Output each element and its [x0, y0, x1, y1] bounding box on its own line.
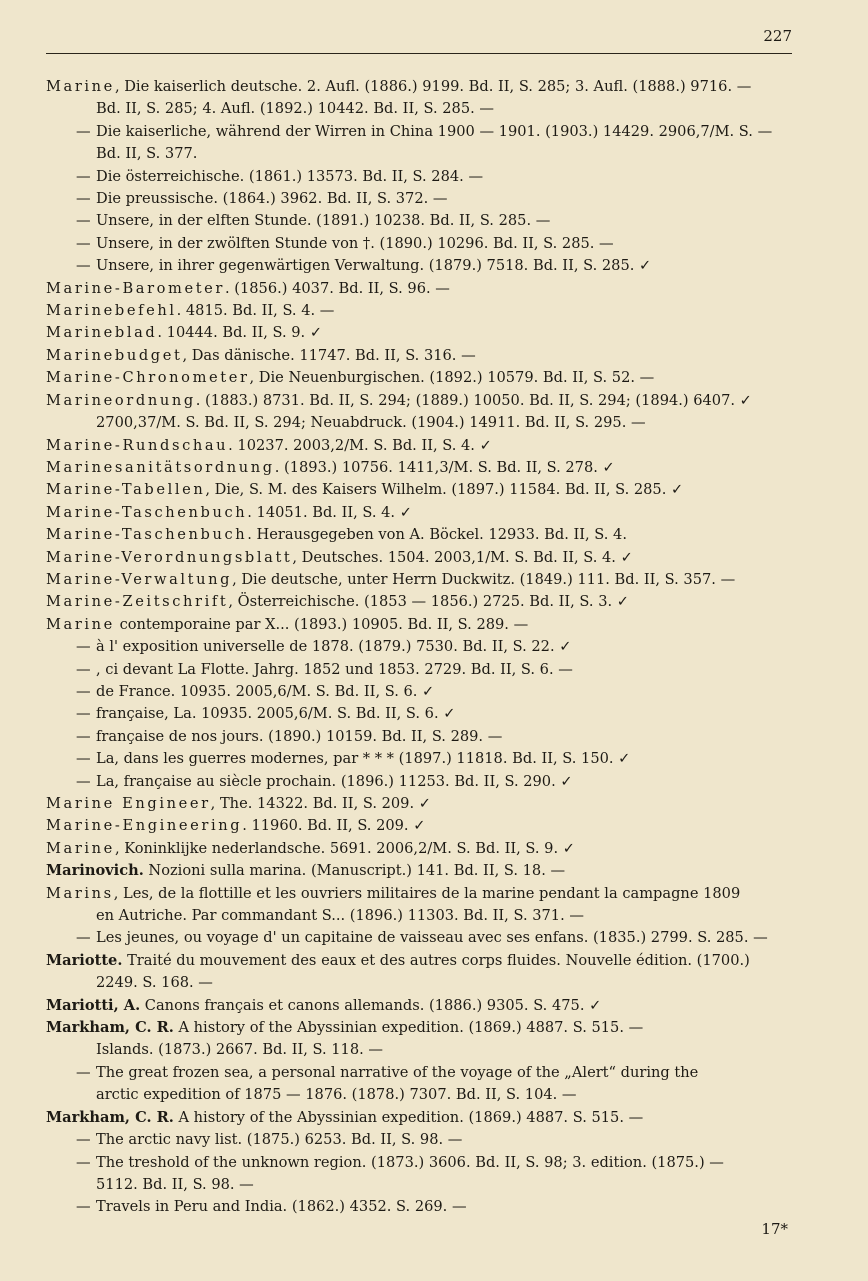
index-entry	[46, 1039, 792, 1061]
repeat-dash: —	[76, 772, 91, 790]
entry-text: française, La. 10935. 2005,6/M. S. Bd. II, S. 6. ✓	[96, 705, 456, 723]
entry-text: . 10237. 2003,2/M. S. Bd. II, S. 4. ✓	[228, 436, 492, 454]
index-entry	[46, 367, 792, 389]
index-entry	[46, 390, 792, 412]
header-rule	[46, 53, 792, 54]
entry-heading: Mariotte.	[46, 951, 123, 969]
index-entry	[46, 726, 792, 748]
index-entry	[46, 457, 792, 479]
entry-text: . 10444. Bd. II, S. 9. ✓	[157, 324, 323, 342]
entry-heading: Marine	[46, 78, 115, 95]
index-entry	[46, 905, 792, 927]
index-entry	[46, 636, 792, 658]
entry-text: , ci devant La Flotte. Jahrg. 1852 und 1853. 2729. Bd. II, S. 6. —	[96, 660, 573, 678]
entry-text: , The. 14322. Bd. II, S. 209. ✓	[210, 795, 431, 812]
entry-text: , Die kaiserlich deutsche. 2. Aufl. (1886.) 9199. Bd. II, S. 285; 3. Aufl. (1888.) 9716. —	[114, 78, 752, 95]
entry-text: en Autriche. Par commandant S... (1896.) 11303. Bd. II, S. 371. —	[96, 907, 584, 925]
repeat-dash: —	[76, 122, 91, 140]
entry-heading: Marineordnung	[46, 391, 196, 409]
repeat-dash: —	[76, 1131, 91, 1149]
index-entry	[46, 815, 792, 837]
entry-text: Les jeunes, ou voyage d' un capitaine de vaisseau avec ses enfans. (1835.) 2799. S. 285. —	[96, 929, 768, 947]
entry-text: , Das dänische. 11747. Bd. II, S. 316. —	[182, 346, 476, 364]
index-entry	[46, 547, 792, 569]
signature-mark: 17*	[761, 1220, 788, 1238]
entry-text: , Die deutsche, unter Herrn Duckwitz. (1849.) 111. Bd. II, S. 357. —	[232, 570, 736, 588]
entry-text: à l' exposition universelle de 1878. (1879.) 7530. Bd. II, S. 22. ✓	[96, 638, 572, 656]
index-entry	[46, 524, 792, 546]
entry-heading: Marineblad	[46, 324, 158, 342]
repeat-dash: —	[76, 1063, 91, 1081]
index-entry	[46, 322, 792, 344]
repeat-dash: —	[76, 750, 91, 768]
repeat-dash: —	[76, 212, 91, 230]
entry-text: , Les, de la flottille et les ouvriers militaires de la marine pendant la campagne 1809	[113, 884, 741, 902]
entry-heading: Marine-Zeitschrift	[46, 593, 229, 611]
entry-text: La, dans les guerres modernes, par * * * (1897.) 11818. Bd. II, S. 150. ✓	[96, 750, 631, 768]
index-entry	[46, 1152, 792, 1174]
page-number: 227	[763, 27, 792, 45]
repeat-dash: —	[76, 1198, 91, 1216]
index-entry	[46, 883, 792, 905]
index-entries	[46, 76, 792, 1219]
index-entry	[46, 1084, 792, 1106]
index-entry	[46, 927, 792, 949]
entry-heading: Marine-Chronometer	[46, 369, 250, 387]
index-entry	[46, 188, 792, 210]
index-entry	[46, 748, 792, 770]
index-entry	[46, 703, 792, 725]
entry-heading: Marine-Taschenbuch	[46, 526, 248, 544]
index-entry	[46, 210, 792, 232]
entry-text: , Deutsches. 1504. 2003,1/M. S. Bd. II, S. 4. ✓	[292, 548, 633, 566]
entry-heading: Marine-Tabellen	[46, 481, 206, 499]
entry-text: Travels in Peru and India. (1862.) 4352. S. 269. —	[96, 1198, 467, 1216]
index-entry	[46, 860, 792, 882]
entry-text: 2700,37/M. S. Bd. II, S. 294; Neuabdruck. (1904.) 14911. Bd. II, S. 295. —	[96, 414, 646, 432]
entry-text: Unsere, in der zwölften Stunde von †. (1890.) 10296. Bd. II, S. 285. —	[96, 234, 614, 252]
entry-text: . (1856.) 4037. Bd. II, S. 96. —	[225, 279, 450, 297]
entry-heading: Marinovich.	[46, 862, 144, 880]
index-entry	[46, 1174, 792, 1196]
entry-text: Die preussische. (1864.) 3962. Bd. II, S. 372. —	[96, 190, 448, 208]
entry-heading: Marinesanitätsordnung	[46, 458, 275, 476]
index-entry	[46, 1129, 792, 1151]
index-entry	[46, 345, 792, 367]
entry-heading: Marine-Engineering	[46, 817, 243, 835]
entry-heading: Marine-Barometer	[46, 279, 225, 297]
index-entry	[46, 502, 792, 524]
entry-heading: Marine	[46, 615, 115, 633]
index-entry	[46, 143, 792, 165]
entry-heading: Marine-Verordnungsblatt	[46, 548, 293, 566]
index-entry	[46, 614, 792, 636]
entry-text: A history of the Abyssinian expedition. (1869.) 4887. S. 515. —	[173, 1019, 644, 1037]
repeat-dash: —	[76, 727, 91, 745]
entry-heading: Marinebudget	[46, 346, 183, 364]
repeat-dash: —	[76, 638, 91, 656]
index-entry	[46, 569, 792, 591]
repeat-dash: —	[76, 682, 91, 700]
repeat-dash: —	[76, 1153, 91, 1171]
entry-text: arctic expedition of 1875 — 1876. (1878.) 7307. Bd. II, S. 104. —	[96, 1086, 577, 1104]
entry-text: , Österreichische. (1853 — 1856.) 2725. Bd. II, S. 3. ✓	[228, 593, 629, 611]
entry-text: Bd. II, S. 377.	[96, 145, 198, 163]
entry-text: . (1883.) 8731. Bd. II, S. 294; (1889.) 10050. Bd. II, S. 294; (1894.) 6407. ✓	[195, 391, 752, 409]
index-entry	[46, 278, 792, 300]
entry-text: 2249. S. 168. —	[96, 974, 213, 992]
repeat-dash: —	[76, 660, 91, 678]
index-entry	[46, 98, 792, 120]
entry-heading: Marinebefehl	[46, 302, 177, 320]
entry-text: Canons français et canons allemands. (1886.) 9305. S. 475. ✓	[140, 996, 602, 1014]
entry-heading: Mariotti, A.	[46, 996, 141, 1014]
repeat-dash: —	[76, 190, 91, 208]
entry-text: Die österreichische. (1861.) 13573. Bd. II, S. 284. —	[96, 167, 484, 185]
index-entry	[46, 479, 792, 501]
index-entry	[46, 995, 792, 1017]
repeat-dash: —	[76, 705, 91, 723]
entry-text: . 14051. Bd. II, S. 4. ✓	[247, 503, 412, 521]
entry-text: . Herausgegeben von A. Böckel. 12933. Bd. II, S. 4.	[247, 526, 627, 544]
entry-text: Die kaiserliche, während der Wirren in China 1900 — 1901. (1903.) 14429. 2906,7/M. S. —	[96, 122, 773, 140]
entry-text: Unsere, in ihrer gegenwärtigen Verwaltung. (1879.) 7518. Bd. II, S. 285. ✓	[96, 257, 652, 275]
index-entry	[46, 1062, 792, 1084]
entry-heading: Marine-Verwaltung	[46, 570, 233, 588]
index-entry	[46, 300, 792, 322]
index-entry	[46, 1107, 792, 1129]
entry-text: Unsere, in der elften Stunde. (1891.) 10238. Bd. II, S. 285. —	[96, 212, 551, 230]
index-entry	[46, 1017, 792, 1039]
entry-text: française de nos jours. (1890.) 10159. Bd. II, S. 289. —	[96, 727, 503, 745]
index-entry	[46, 233, 792, 255]
entry-text: La, française au siècle prochain. (1896.) 11253. Bd. II, S. 290. ✓	[96, 772, 573, 790]
entry-text: Bd. II, S. 285; 4. Aufl. (1892.) 10442. Bd. II, S. 285. —	[96, 100, 494, 118]
entry-heading: Marine-Rundschau	[46, 436, 229, 454]
index-entry	[46, 166, 792, 188]
index-entry	[46, 435, 792, 457]
index-entry	[46, 793, 792, 815]
repeat-dash: —	[76, 257, 91, 275]
entry-text: . 11960. Bd. II, S. 209. ✓	[242, 817, 426, 835]
index-entry	[46, 681, 792, 703]
entry-text: The great frozen sea, a personal narrative of the voyage of the „Alert“ during the	[96, 1063, 699, 1081]
entry-heading: Markham, C. R.	[46, 1019, 174, 1037]
entry-heading: Markham, C. R.	[46, 1108, 174, 1126]
entry-text: , Die, S. M. des Kaisers Wilhelm. (1897.) 11584. Bd. II, S. 285. ✓	[205, 481, 684, 499]
entry-text: Traité du mouvement des eaux et des autres corps fluides. Nouvelle édition. (1700.)	[122, 951, 750, 969]
entry-text: . 4815. Bd. II, S. 4. —	[176, 302, 335, 320]
entry-text: Nozioni sulla marina. (Manuscript.) 141. Bd. II, S. 18. —	[143, 862, 566, 880]
index-entry	[46, 972, 792, 994]
repeat-dash: —	[76, 929, 91, 947]
entry-heading: Marins	[46, 884, 114, 902]
entry-text: A history of the Abyssinian expedition. (1869.) 4887. S. 515. —	[173, 1108, 644, 1126]
index-entry	[46, 1196, 792, 1218]
entry-text: , Koninklijke nederlandsche. 5691. 2006,2/M. S. Bd. II, S. 9. ✓	[114, 839, 575, 857]
index-entry	[46, 771, 792, 793]
repeat-dash: —	[76, 167, 91, 185]
entry-text: de France. 10935. 2005,6/M. S. Bd. II, S. 6. ✓	[96, 682, 435, 700]
entry-text: Islands. (1873.) 2667. Bd. II, S. 118. —	[96, 1041, 383, 1059]
entry-text: 5112. Bd. II, S. 98. —	[96, 1175, 254, 1193]
entry-heading: Marine	[46, 839, 115, 857]
entry-text: The treshold of the unknown region. (1873.) 3606. Bd. II, S. 98; 3. edition. (1875.) —	[96, 1153, 724, 1171]
entry-heading: Marine-Taschenbuch	[46, 503, 248, 521]
index-entry	[46, 950, 792, 972]
index-entry	[46, 255, 792, 277]
index-entry	[46, 76, 792, 98]
index-entry	[46, 121, 792, 143]
repeat-dash: —	[76, 234, 91, 252]
index-entry	[46, 838, 792, 860]
entry-text: . (1893.) 10756. 1411,3/M. S. Bd. II, S. 278. ✓	[274, 458, 615, 476]
entry-text: contemporaine par X... (1893.) 10905. Bd. II, S. 289. —	[114, 615, 529, 633]
entry-text: The arctic navy list. (1875.) 6253. Bd. II, S. 98. —	[96, 1131, 463, 1149]
entry-text: , Die Neuenburgischen. (1892.) 10579. Bd. II, S. 52. —	[249, 369, 655, 387]
index-entry	[46, 659, 792, 681]
entry-heading: Marine Engineer	[46, 795, 211, 812]
index-entry	[46, 591, 792, 613]
index-entry	[46, 412, 792, 434]
